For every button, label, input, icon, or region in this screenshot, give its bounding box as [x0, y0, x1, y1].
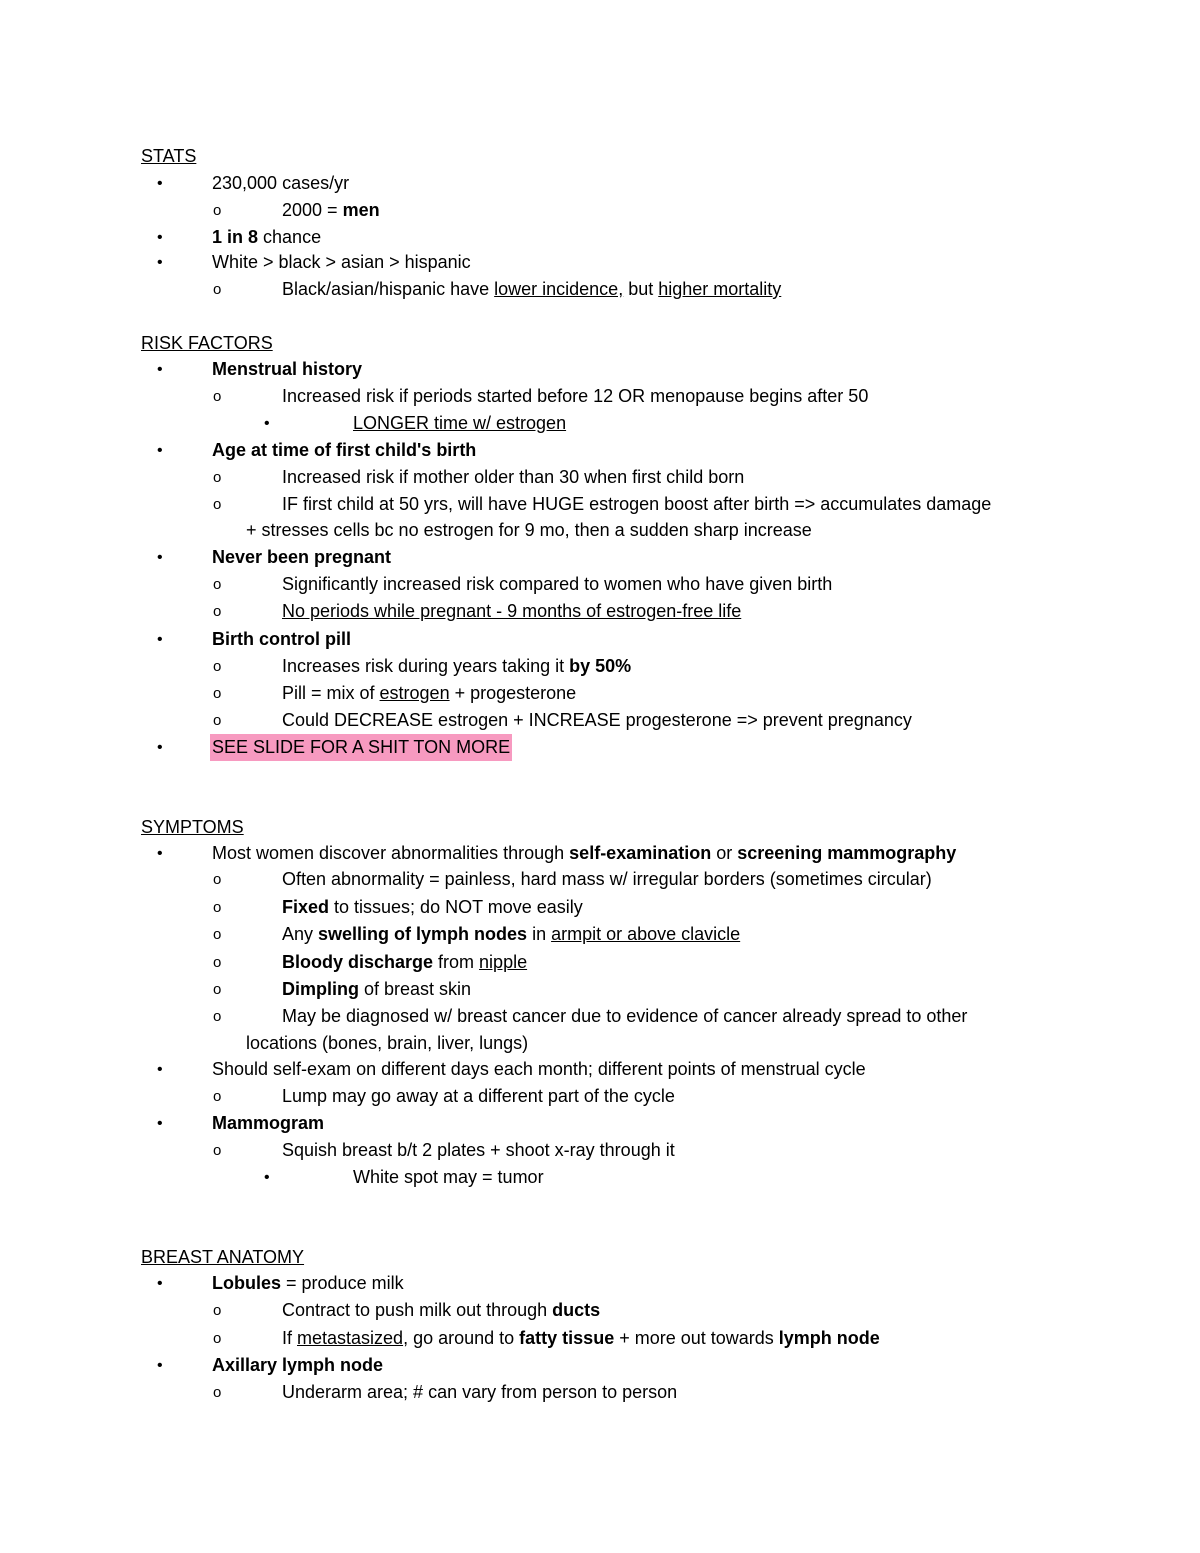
item-text: Birth control pill — [212, 629, 351, 649]
list-item — [0, 949, 1200, 976]
bullet-circle: o — [213, 469, 222, 486]
list-item — [0, 276, 1200, 303]
item-text: Increased risk if periods started before 12 OR menopause begins after 50 — [282, 386, 869, 406]
item-text: No periods while pregnant - 9 months of estrogen-free life — [282, 601, 742, 621]
bullet-dot: • — [157, 1115, 163, 1132]
item-text: Underarm area; # can vary from person to person — [282, 1382, 678, 1402]
bullet-circle: o — [213, 202, 222, 219]
bullet-dot: • — [157, 254, 163, 271]
bullet-circle: o — [213, 388, 222, 405]
item-text: May be diagnosed w/ breast cancer due to evidence of cancer already spread to other — [282, 1006, 968, 1026]
bullet-dot: • — [264, 415, 270, 432]
list-item-continuation — [0, 517, 1200, 544]
bullet-dot: • — [157, 361, 163, 378]
bullet-circle: o — [213, 1008, 222, 1025]
item-text: Most women discover abnormalities through self-examination or screening mammography — [212, 843, 957, 863]
bullet-circle: o — [213, 1384, 222, 1401]
list-item — [0, 598, 1200, 625]
list-item — [0, 356, 1200, 383]
bullet-dot: • — [157, 549, 163, 566]
item-text: + stresses cells bc no estrogen for 9 mo, then a sudden sharp increase — [246, 520, 812, 540]
list-item — [0, 437, 1200, 464]
list-item — [0, 1003, 1200, 1030]
bullet-circle: o — [213, 926, 222, 943]
list-item — [0, 626, 1200, 653]
item-text: Pill = mix of estrogen + progesterone — [282, 683, 577, 703]
bullet-circle: o — [213, 685, 222, 702]
bullet-dot: • — [264, 1169, 270, 1186]
list-item — [0, 224, 1200, 251]
bullet-circle: o — [213, 603, 222, 620]
item-text: Lobules = produce milk — [212, 1273, 404, 1293]
item-text: Lump may go away at a different part of the cycle — [282, 1086, 675, 1106]
list-item — [0, 1110, 1200, 1137]
section-heading-stats: STATS — [141, 146, 197, 166]
list-item — [0, 1352, 1200, 1379]
bullet-dot: • — [157, 739, 163, 756]
highlighted-note: SEE SLIDE FOR A SHIT TON MORE — [210, 734, 512, 761]
bullet-dot: • — [157, 631, 163, 648]
item-text: Increased risk if mother older than 30 when first child born — [282, 467, 745, 487]
list-item — [0, 1056, 1200, 1083]
bullet-circle: o — [213, 1142, 222, 1159]
list-item — [0, 1164, 1200, 1191]
list-item — [0, 976, 1200, 1003]
list-item — [0, 197, 1200, 224]
item-text: If metastasized, go around to fatty tissue + more out towards lymph node — [282, 1328, 880, 1348]
item-text: Bloody discharge from nipple — [282, 952, 528, 972]
item-text: Squish breast b/t 2 plates + shoot x-ray through it — [282, 1140, 675, 1160]
list-item — [0, 1270, 1200, 1297]
bullet-dot: • — [157, 1357, 163, 1374]
item-text: Dimpling of breast skin — [282, 979, 472, 999]
list-item — [0, 1297, 1200, 1324]
item-text: White spot may = tumor — [353, 1167, 544, 1187]
list-item — [0, 1325, 1200, 1352]
list-item — [0, 1137, 1200, 1164]
list-item — [0, 866, 1200, 893]
bullet-circle: o — [213, 496, 222, 513]
list-item — [0, 894, 1200, 921]
item-text: Any swelling of lymph nodes in armpit or above clavicle — [282, 924, 741, 944]
item-text: Contract to push milk out through ducts — [282, 1300, 601, 1320]
list-item — [0, 921, 1200, 948]
list-item — [0, 544, 1200, 571]
bullet-circle: o — [213, 1088, 222, 1105]
item-text: Mammogram — [212, 1113, 325, 1133]
item-text: Should self-exam on different days each month; different points of menstrual cycle — [212, 1059, 866, 1079]
bullet-circle: o — [213, 576, 222, 593]
bullet-circle: o — [213, 1330, 222, 1347]
section-heading-symptoms: SYMPTOMS — [141, 817, 244, 837]
item-text: Could DECREASE estrogen + INCREASE progesterone => prevent pregnancy — [282, 710, 912, 730]
item-text: Menstrual history — [212, 359, 363, 379]
item-text: locations (bones, brain, liver, lungs) — [246, 1033, 529, 1053]
section-heading-risk-factors: RISK FACTORS — [141, 333, 273, 353]
list-item — [0, 1083, 1200, 1110]
item-text: 230,000 cases/yr — [212, 173, 350, 193]
item-text: IF first child at 50 yrs, will have HUGE estrogen boost after birth => accumulates damage — [282, 494, 992, 514]
bullet-circle: o — [213, 899, 222, 916]
bullet-circle: o — [213, 871, 222, 888]
list-item — [0, 170, 1200, 197]
list-item — [0, 680, 1200, 707]
bullet-dot: • — [157, 845, 163, 862]
item-text: 1 in 8 chance — [212, 227, 322, 247]
item-text: Black/asian/hispanic have lower incidence, but higher mortality — [282, 279, 782, 299]
item-text: Often abnormality = painless, hard mass w/ irregular borders (sometimes circular) — [282, 869, 932, 889]
item-text: Age at time of first child's birth — [212, 440, 477, 460]
section-heading-breast-anatomy: BREAST ANATOMY — [141, 1247, 305, 1267]
list-item — [0, 734, 1200, 761]
bullet-dot: • — [157, 175, 163, 192]
bullet-circle: o — [213, 981, 222, 998]
bullet-circle: o — [213, 954, 222, 971]
list-item — [0, 410, 1200, 437]
bullet-circle: o — [213, 281, 222, 298]
list-item — [0, 249, 1200, 276]
bullet-dot: • — [157, 442, 163, 459]
list-item — [0, 653, 1200, 680]
item-text: Axillary lymph node — [212, 1355, 384, 1375]
list-item — [0, 707, 1200, 734]
bullet-dot: • — [157, 229, 163, 246]
item-text: Never been pregnant — [212, 547, 392, 567]
list-item — [0, 1379, 1200, 1406]
bullet-dot: • — [157, 1061, 163, 1078]
list-item — [0, 491, 1200, 518]
list-item — [0, 464, 1200, 491]
item-text: Fixed to tissues; do NOT move easily — [282, 897, 583, 917]
bullet-circle: o — [213, 658, 222, 675]
bullet-circle: o — [213, 712, 222, 729]
bullet-circle: o — [213, 1302, 222, 1319]
list-item — [0, 571, 1200, 598]
list-item — [0, 840, 1200, 867]
list-item-continuation — [0, 1030, 1200, 1057]
bullet-dot: • — [157, 1275, 163, 1292]
item-text: LONGER time w/ estrogen — [353, 413, 567, 433]
list-item — [0, 383, 1200, 410]
item-text: 2000 = men — [282, 200, 380, 220]
item-text: Increases risk during years taking it by 50% — [282, 656, 632, 676]
item-text: White > black > asian > hispanic — [212, 252, 471, 272]
item-text: Significantly increased risk compared to women who have given birth — [282, 574, 833, 594]
